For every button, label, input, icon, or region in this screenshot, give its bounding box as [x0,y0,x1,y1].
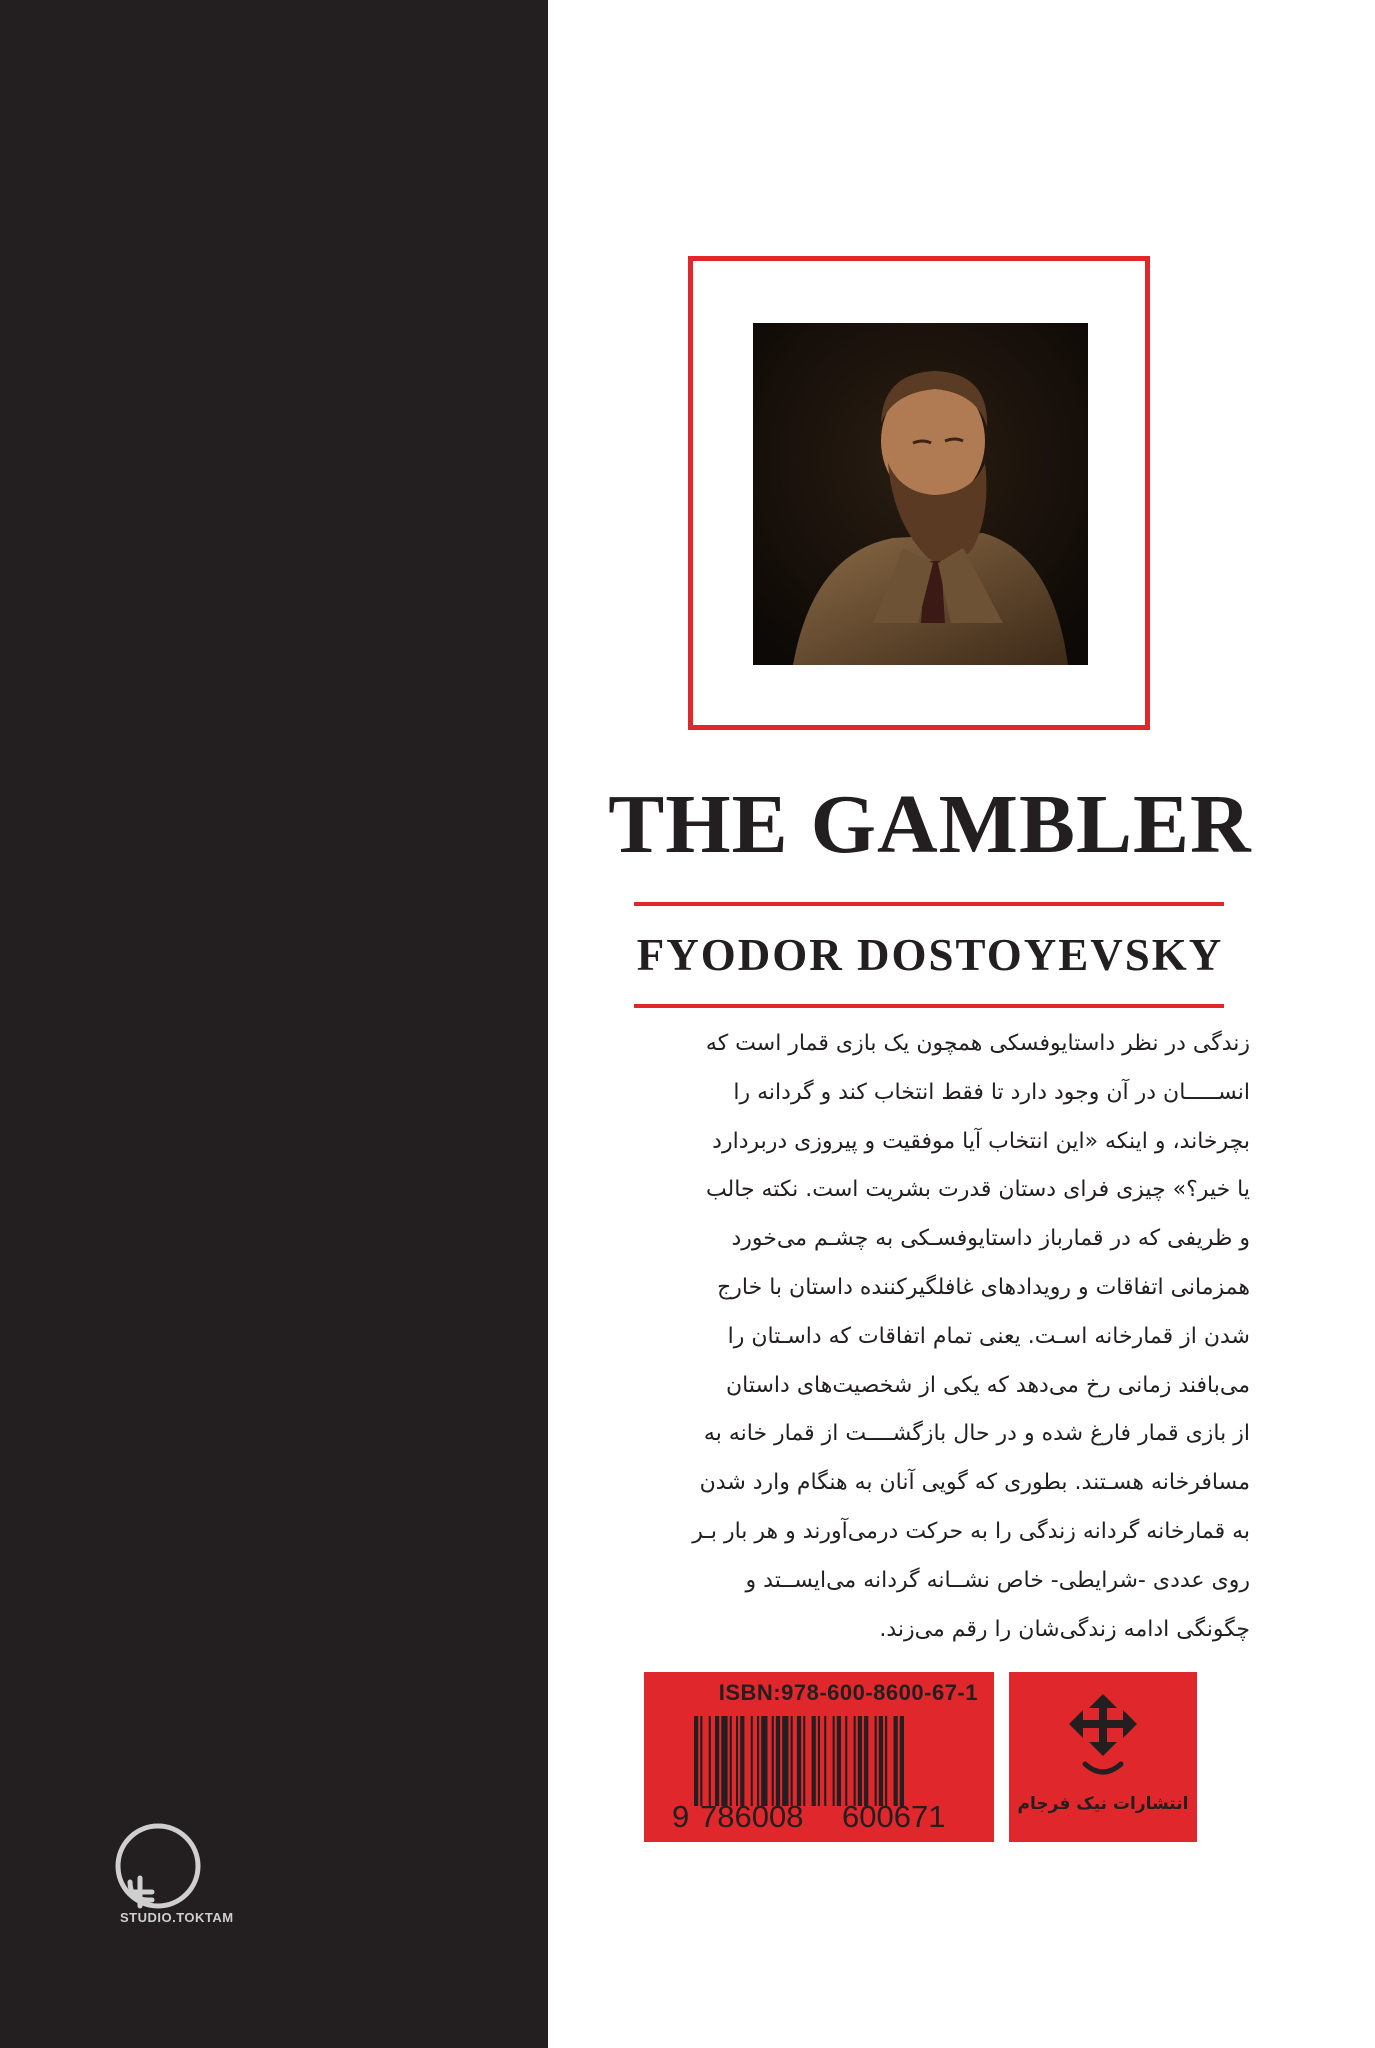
barcode-bar [730,1716,732,1806]
barcode-bar [858,1716,862,1806]
publisher-logo-box [1009,1672,1197,1842]
title-divider-bottom [634,1004,1224,1008]
barcode-bar [782,1716,788,1806]
barcode-bar [797,1716,801,1806]
portrait-illustration [753,323,1088,665]
blurb-line: همزمانی اتفاقات و رویدادهای غافلگیرکننده داستان با خارج [717,1274,1250,1300]
barcode-bar [824,1716,826,1806]
barcode-bar [721,1716,727,1806]
studio-toktam-icon [100,1820,220,1915]
isbn-barcode-box [644,1672,994,1842]
blurb-line: به قمارخانه گردانه زندگی را به حرکت درمی‌آورند و هر بار بـر [692,1518,1250,1544]
blurb-line: شدن از قمارخانه اسـت. یعنی تمام اتفاقات که داسـتان را [727,1323,1250,1349]
barcode-bar [854,1716,856,1806]
barcode-bar [864,1716,868,1806]
blurb-line: و ظریفی که در قمارباز داستایوفسـکی به چشـم می‌خورد [731,1226,1250,1252]
book-title: THE GAMBLER [608,778,1252,871]
barcode-bar [879,1716,883,1806]
barcode-bar [709,1716,711,1806]
barcode-bar [776,1716,780,1806]
blurb-line: یا خیر؟» چیزی فرای دستان قدرت بشریت است. نکته جالب [705,1177,1250,1203]
barcode-bar [803,1716,805,1806]
barcode-bar [736,1716,738,1806]
back-cover-blurb [610,1020,1250,1654]
author-portrait [753,323,1088,665]
publisher-name: انتشارات نیک فرجام [1017,1794,1189,1814]
studio-name: STUDIO.TOKTAM [120,1910,234,1925]
barcode-bar [885,1716,887,1806]
book-spine [0,0,548,2048]
barcode-bar [833,1716,835,1806]
barcode-first-digit: 9 [672,1799,690,1834]
blurb-line: انســـــان در آن وجود دارد تا فقط انتخاب کند و گردانه را [733,1079,1250,1105]
barcode [694,1716,964,1806]
title-divider-top [634,902,1224,906]
barcode-bar [694,1716,698,1806]
barcode-bar [772,1716,774,1806]
isbn-label: ISBN:978-600-8600-67-1 [718,1680,978,1705]
barcode-bar [812,1716,816,1806]
barcode-bar [837,1716,841,1806]
publisher-logo-icon [1065,1690,1141,1786]
studio-logo [100,1820,250,1940]
barcode-bar [757,1716,759,1806]
blurb-line: چگونگی ادامه زندگی‌شان را رقم می‌زند. [879,1616,1250,1642]
barcode-left-group: 786008 [700,1799,804,1834]
barcode-bar [875,1716,877,1806]
blurb-line: می‌بافند زمانی رخ می‌دهد که یکی از شخصیت‌های داستان [726,1372,1250,1398]
barcode-bar [791,1716,793,1806]
blurb-line: بچرخاند، و اینکه «این انتخاب آیا موفقیت و پیروزی دربردارد [712,1128,1250,1154]
author-name: FYODOR DOSTOYEVSKY [636,930,1224,980]
barcode-bar [740,1716,744,1806]
barcode-bar [900,1716,904,1806]
barcode-bar [894,1716,898,1806]
barcode-bar [751,1716,753,1806]
blurb-line: روی عددی -شرایطی- خاص نشــانه گردانه می‌ایســتد و [745,1567,1250,1593]
blurb-line: مسافرخانه هسـتند. بطوری که گویی آنان به هنگام وارد شدن [699,1470,1250,1496]
blurb-line: زندگی در نظر داستایوفسکی همچون یک بازی قمار است که [705,1031,1250,1056]
barcode-bar [715,1716,719,1806]
blurb-line: از بازی قمار فارغ شده و در حال بازگشــــت از قمار خانه به [703,1421,1250,1447]
barcode-right-group: 600671 [842,1799,946,1834]
barcode-bar [818,1716,820,1806]
barcode-bar [700,1716,702,1806]
barcode-bar [761,1716,767,1806]
barcode-bar [845,1716,847,1806]
